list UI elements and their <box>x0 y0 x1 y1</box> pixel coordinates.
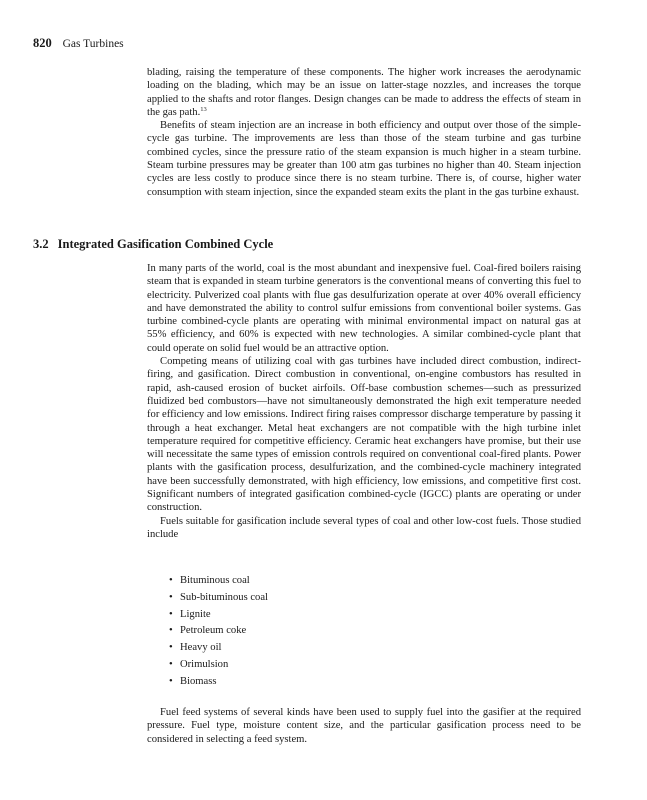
paragraph-coal-intro: In many parts of the world, coal is the most abundant and inexpensive fuel. Coal-fired boilers raising steam that is expanded in steam turbine generators is the conventional means of converting this fuel to electricity. Pulverized coal plants with flue gas desulfurization operate at over 40% overall efficiency and have demonstrated the ability to control sulfur emissions from conventional boiler systems. Gas turbine combined-cycle plants are operating with minimal environmental impact on natural gas at 55% efficiency, and 60% is expected with new technologies. A similar combined-cycle plant that could operate on solid fuel would be an attractive option. <box>147 263 581 354</box>
continued-text-block <box>147 66 581 199</box>
page-number: 820 <box>33 36 52 50</box>
paragraph-steam-effects-text: blading, raising the temperature of these components. The higher work increases the aerodynamic loading on the blading, which may be an issue on latter-stage nozzles, and increases the torque applied to the shafts and rotor flanges. Design changes can be made to address the effects of steam in the gas path. <box>147 67 581 118</box>
list-item-text: Biomass <box>180 675 217 687</box>
section-heading <box>33 237 273 252</box>
list-item-text: Orimulsion <box>180 658 229 670</box>
reference-superscript: 13 <box>200 105 207 113</box>
section-number: 3.2 <box>33 237 49 251</box>
bullet-icon: • <box>169 625 173 637</box>
running-head <box>33 36 124 51</box>
book-title: Gas Turbines <box>62 38 124 50</box>
fuel-list-block <box>147 573 581 691</box>
list-item <box>147 674 581 691</box>
list-item <box>147 590 581 607</box>
section-title: Integrated Gasification Combined Cycle <box>57 237 274 251</box>
section-body <box>147 262 581 541</box>
bullet-icon: • <box>169 575 173 586</box>
paragraph-fuel-feed: Fuel feed systems of several kinds have been used to supply fuel into the gasifier at the required pressure. Fuel type, moisture content size, and the particular gasification process need to be considered in selecting a feed system. <box>147 707 581 745</box>
closing-text-block <box>147 706 581 746</box>
fuel-list <box>147 573 581 691</box>
paragraph-fuels-intro: Fuels suitable for gasification include several types of coal and other low-cost fuels. Those studied include <box>147 515 581 540</box>
bullet-icon: • <box>169 642 173 654</box>
bullet-icon: • <box>169 675 173 687</box>
bullet-icon: • <box>169 658 173 670</box>
list-item <box>147 657 581 674</box>
paragraph-steam-effects <box>147 66 581 119</box>
list-item <box>147 607 581 624</box>
list-item <box>147 623 581 640</box>
list-item-text: Sub-bituminous coal <box>180 591 268 603</box>
list-item-text: Heavy oil <box>180 642 222 654</box>
list-item <box>147 640 581 657</box>
list-item-text: Lignite <box>180 608 211 620</box>
bullet-icon: • <box>169 591 173 603</box>
list-item-text: Petroleum coke <box>180 625 247 637</box>
list-item <box>147 573 581 590</box>
bullet-icon: • <box>169 608 173 620</box>
list-item-text: Bituminous coal <box>180 575 250 586</box>
paragraph-competing-means: Competing means of utilizing coal with gas turbines have included direct combustion, indirect-firing, and gasification. Direct combustion in conventional, on-engine combustors has resulted in rapid, ash-caused erosion of bucket airfoils. Off-base combustion schemes—such as pressurized fluidized bed combustors—have not simultaneously demonstrated the high exit temperature needed for efficiency and low emissions. Indirect firing raises compressor discharge temperature by passing it through a heat exchanger. Metal heat exchangers are not compatible with the high turbine inlet temperature required for competitive efficiency. Ceramic heat exchangers have promise, but their use will necessitate the same types of emission controls required on conventional coal-fired plants. Power plants with the gasification process, desulfurization, and the combined-cycle machinery integrated have been successfully demonstrated, with high efficiency, low emissions, and competitive first cost. Significant numbers of integrated gasification combined-cycle (IGCC) plants are operating or under construction. <box>147 356 581 514</box>
paragraph-steam-injection-benefits: Benefits of steam injection are an increase in both efficiency and output over those of the simple-cycle gas turbine. The improvements are less than those of the steam turbine and gas turbine combined cycles, since the pressure ratio of the steam expansion is much higher in a steam turbine. Steam turbine pressures may be greater than 100 atm gas turbines no higher than 40. Steam injection cycles are less costly to produce since there is no steam turbine. There is, of course, higher water consumption with steam injection, since the expanded steam exits the plant in the gas turbine exhaust. <box>147 120 581 198</box>
